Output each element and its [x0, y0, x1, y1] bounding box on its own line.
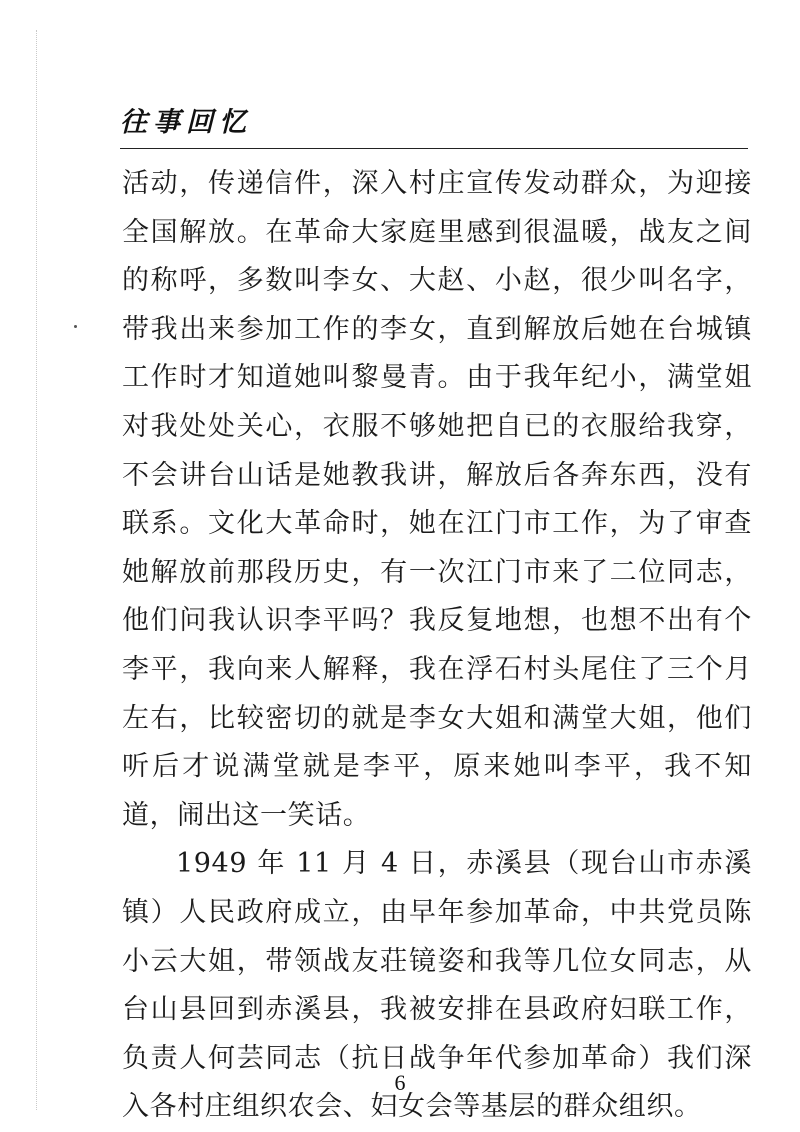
running-header: [120, 98, 748, 149]
scan-mark: [74, 325, 77, 328]
scan-edge: [36, 30, 37, 1110]
body-text: [122, 160, 752, 1132]
paragraph-1949: 1949 年 11 月 4 日，赤溪县（现台山市赤溪镇）人民政府成立，由早年参加革命，中共党员陈小云大姐，带领战友荘镜姿和我等几位女同志，从台山县回到赤溪县，我被安排在县政府妇联工作，负责人何芸同志（抗日战争年代参加革命）我们深入各村庄组织农会、妇女会等基层的群众组织。: [122, 848, 752, 1123]
header-title: 往事回忆: [120, 107, 252, 138]
paragraph-continued: 活动，传递信件，深入村庄宣传发动群众，为迎接全国解放。在革命大家庭里感到很温暖，战友之间的称呼，多数叫李女、大赵、小赵，很少叫名字，带我出来参加工作的李女，直到解放后她在台城镇工作时才知道她叫黎曼青。由于我年纪小，满堂姐对我处处关心，衣服不够她把自已的衣服给我穿，不会讲台山话是她教我讲，解放后各奔东西，没有联系。文化大革命时，她在江门市工作，为了审查她解放前那段历史，有一次江门市来了二位同志，他们问我认识李平吗？我反复地想，也想不出有个李平，我向来人解释，我在浮石村头尾住了三个月左右，比较密切的就是李女大姐和满堂大姐，他们听后才说满堂就是李平，原来她叫李平，我不知道，闹出这一笑话。: [122, 168, 752, 831]
page-number: 6: [394, 1070, 406, 1095]
